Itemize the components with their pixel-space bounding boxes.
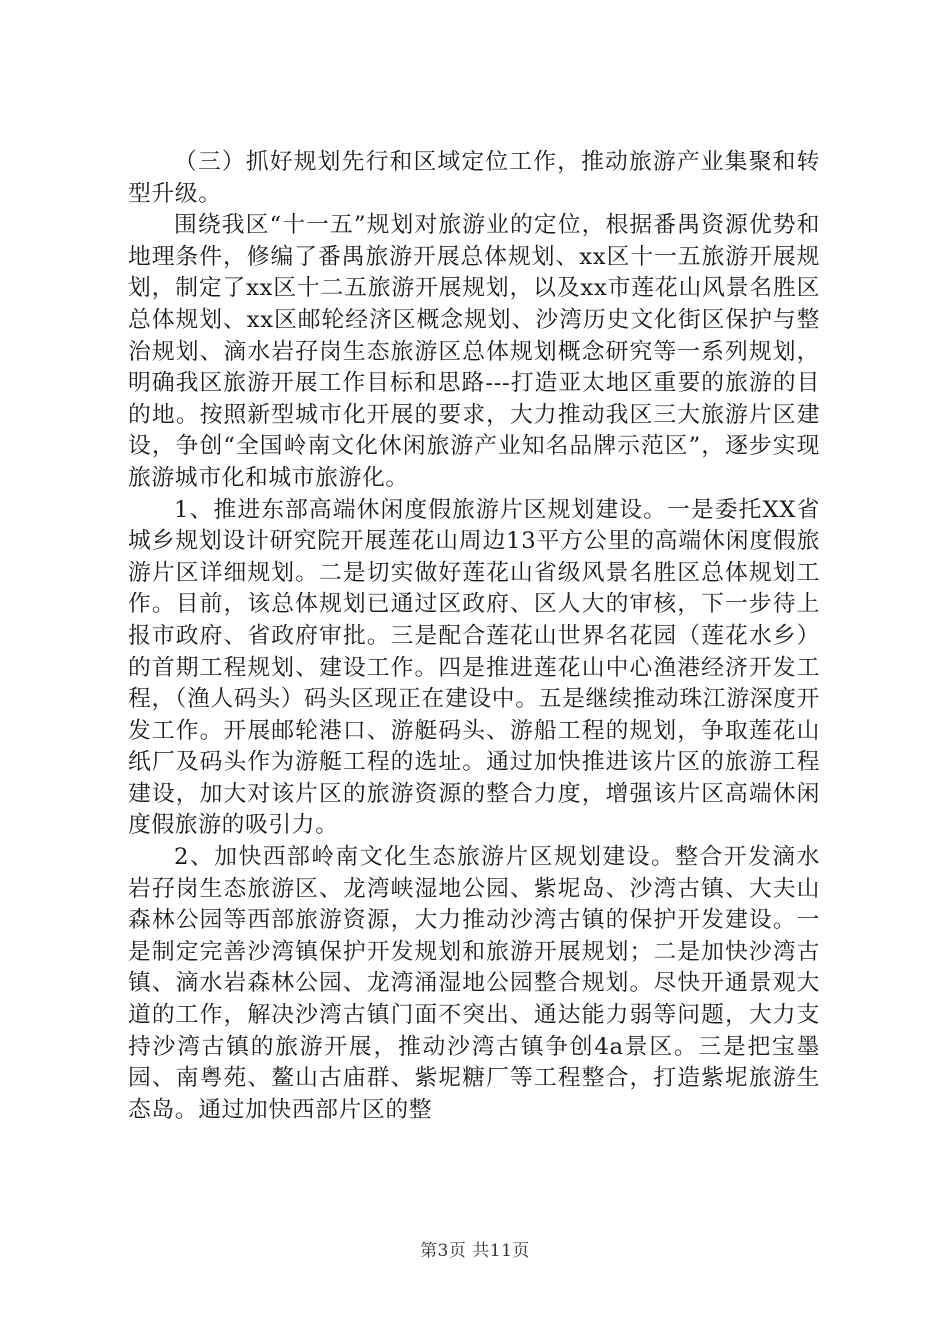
west-zone-paragraph: 2、加快西部岭南文化生态旅游片区规划建设。整合开发滴水岩孖岗生态旅游区、龙湾峡湿地公园、紫坭岛、沙湾古镇、大夫山森林公园等西部旅游资源，大力推动沙湾古镇的保护开发建设。一是制定完善沙湾镇保护开发规划和旅游开展规划；二是加快沙湾古镇、滴水岩森林公园、龙湾涌湿地公园整合规划。尽快开通景观大道的工作，解决沙湾古镇门面不突出、通达能力弱等问题，大力支持沙湾古镇的旅游开展，推动沙湾古镇争创4a景区。三是把宝墨园、南粤苑、鳌山古庙群、紫坭糖厂等工程整合，打造紫坭旅游生态岛。通过加快西部片区的整 [128,844,820,1123]
page-number-footer: 第3页 共11页 [420,1241,530,1261]
section-heading-paragraph: （三）抓好规划先行和区域定位工作，推动旅游产业集聚和转型升级。 [128,149,820,207]
planning-overview-paragraph: 围绕我区“十一五”规划对旅游业的定位，根据番禺资源优势和地理条件，修编了番禺旅游开展总体规划、xx区十一五旅游开展规划，制定了xx区十二五旅游开展规划，以及xx市莲花山风景名胜区总体规划、xx区邮轮经济区概念规划、沙湾历史文化街区保护与整治规划、滴水岩孖岗生态旅游区总体规划概念研究等一系列规划，明确我区旅游开展工作目标和思路---打造亚太地区重要的旅游的目的地。按照新型城市化开展的要求，大力推动我区三大旅游片区建设，争创“全国岭南文化休闲旅游产业知名品牌示范区”，逐步实现旅游城市化和城市旅游化。 [128,212,820,491]
east-zone-paragraph: 1、推进东部高端休闲度假旅游片区规划建设。一是委托XX省城乡规划设计研究院开展莲花山周边13平方公里的高端休闲度假旅游片区详细规划。二是切实做好莲花山省级风景名胜区总体规划工作。目前，该总体规划已通过区政府、区人大的审核，下一步待上报市政府、省政府审批。三是配合莲花山世界名花园（莲花水乡）的首期工程规划、建设工作。四是推进莲花山中心渔港经济开发工程，（渔人码头）码头区现正在建设中。五是继续推动珠江游深度开发工作。开展邮轮港口、游艇码头、游船工程的规划，争取莲花山纸厂及码头作为游艇工程的选址。通过加快推进该片区的旅游工程建设，加大对该片区的旅游资源的整合力度，增强该片区高端休闲度假旅游的吸引力。 [128,496,820,839]
document-body [128,147,820,1126]
